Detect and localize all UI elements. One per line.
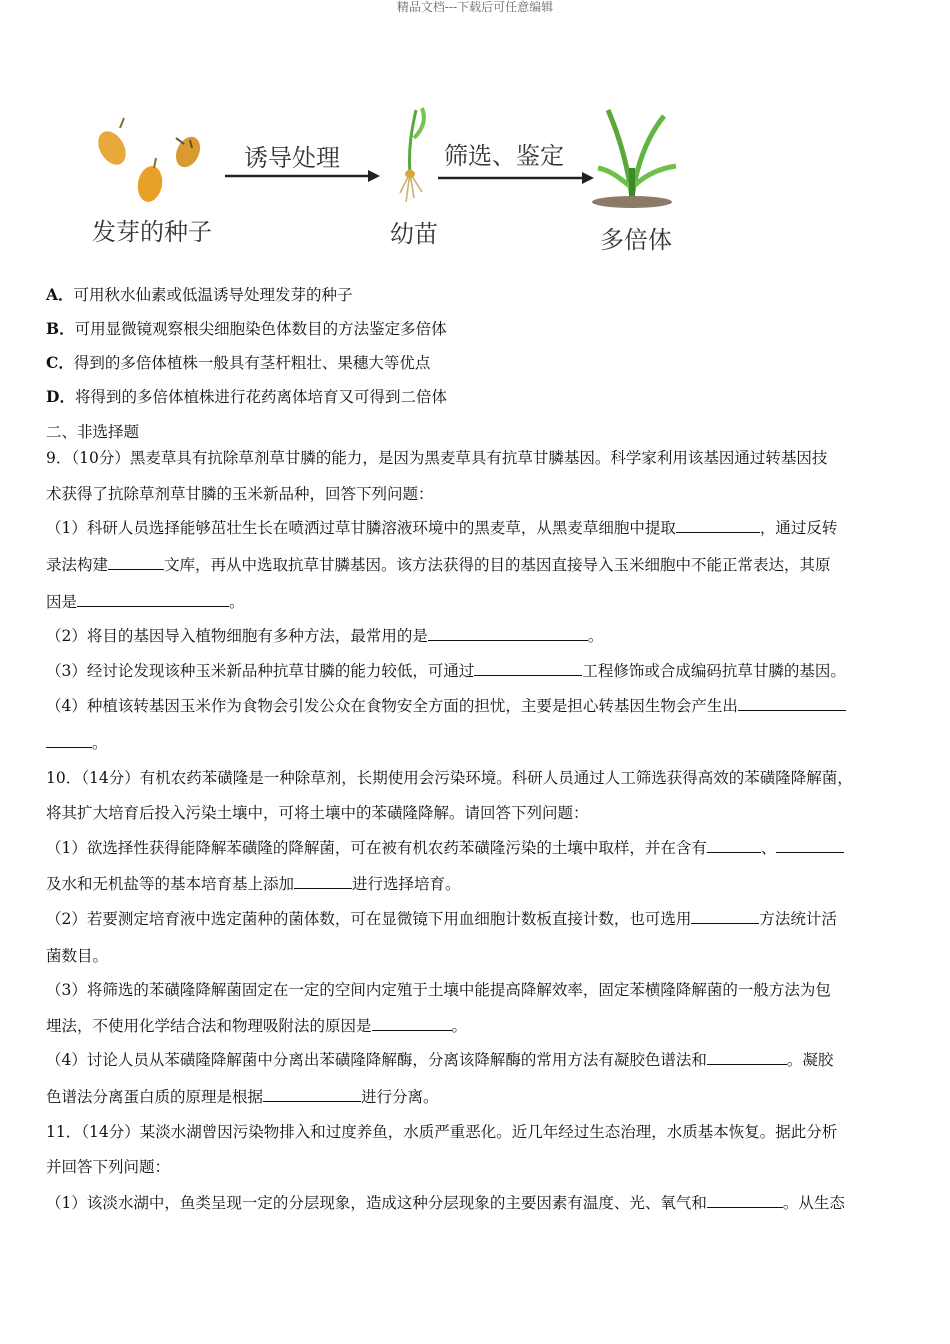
page-header: 精品文档---下载后可任意编辑 [396,0,554,14]
q10-part-2-end: 菌数目。 [46,947,109,965]
q10-p2-text: 方法统计活 [759,910,837,928]
answer-blank[interactable] [263,1087,361,1102]
option-text: 得到的多倍体植株一般具有茎杆粗壮、果穗大等优点 [73,354,431,372]
answer-blank[interactable] [707,1193,783,1208]
option-letter: B． [46,319,75,338]
q10-p4-text: 色谱法分离蛋白质的原理是根据 [46,1088,264,1106]
answer-blank[interactable] [676,518,760,533]
q9-p1-text: 因是 [46,593,78,611]
q10-p2-text: （2）若要测定培育液中选定菌种的菌体数，可在显微镜下用血细胞计数板直接计数，也可选用 [46,910,692,928]
q10-p1-text: 、 [760,839,777,857]
option-letter: C． [46,353,74,372]
q9-p1-text: 。 [229,593,245,611]
seedling-icon [400,108,424,202]
q9-stem-line-2: 术获得了抗除草剂草甘膦的玉米新品种，回答下列问题： [46,485,434,503]
option-letter: D． [46,387,75,406]
polyploid-breeding-diagram [80,98,700,258]
polyploid-plant-icon [592,110,676,208]
q9-p3-text: （3）经讨论发现该种玉米新品种抗草甘膦的能力较低，可通过 [46,662,475,680]
q11-stem-line-2: 并回答下列问题： [46,1158,171,1176]
option-text: 将得到的多倍体植株进行花药离体培育又可得到二倍体 [74,388,447,406]
q10-part-3-cont [46,1016,467,1036]
q10-p4-text: 。凝胶 [786,1051,834,1069]
answer-blank[interactable] [294,874,352,889]
q10-part-3: （3）将筛选的苯磺隆降解菌固定在一定的空间内定殖于土壤中能提高降解效率，固定苯横隆降解菌的一般方法为包 [46,981,831,999]
answer-blank[interactable] [46,733,92,748]
q9-p2-text: （2）将目的基因导入植物细胞有多种方法，最常用的是 [46,627,428,645]
q9-p1-text: ，通过反转 [759,519,838,537]
q10-part-4-cont [46,1087,439,1107]
q10-p4-text: （4）讨论人员从苯磺隆降解菌中分离出苯磺隆降解酶，分离该降解酶的常用方法有凝胶色谱法和 [46,1051,707,1069]
option-letter: A． [46,285,74,304]
q9-p4-text: 。 [92,734,108,752]
screening-label: 筛选、鉴定 [444,142,564,170]
q9-part-4-end [46,733,108,753]
q10-p3-text: 。 [451,1017,468,1035]
seeds-label: 发芽的种子 [92,218,212,246]
q10-stem-line-2: 将其扩大培育后投入污染土壤中，可将土壤中的苯磺隆降解。请回答下列问题： [46,804,589,822]
option-a [46,285,353,305]
q9-p2-text: 。 [587,627,604,645]
answer-blank[interactable] [77,592,229,607]
q10-stem-line-1: 10．（14分）有机农药苯磺隆是一种除草剂，长期使用会污染环境。科研人员通过人工筛选获得高效的苯磺隆降解菌， [46,769,853,787]
option-text: 可用显微镜观察根尖细胞染色体数目的方法鉴定多倍体 [74,320,447,338]
answer-blank[interactable] [474,661,582,676]
q10-p1-text: 及水和无机盐等的基本培育基上添加 [46,875,295,893]
arrow-2-icon [438,172,594,184]
answer-blank[interactable] [372,1016,452,1031]
q9-p4-text: （4）种植该转基因玉米作为食物会引发公众在食物安全方面的担忧，主要是担心转基因生物会产生出 [46,697,738,715]
q9-p1-text: （1）科研人员选择能够茁壮生长在喷洒过草甘膦溶液环境中的黑麦草，从黑麦草细胞中提取 [46,519,676,537]
q9-p3-text: 工程修饰或合成编码抗草甘膦的基因。 [582,662,846,680]
q9-part-1 [46,518,837,538]
q9-part-2 [46,626,603,646]
polyploid-label: 多倍体 [600,226,672,254]
q9-p1-text: 录法构建 [46,556,109,574]
q10-part-2 [46,909,837,929]
induction-label: 诱导处理 [244,144,340,172]
answer-blank[interactable] [108,555,164,570]
q9-part-1-cont [46,555,831,575]
answer-blank[interactable] [707,838,761,853]
q11-p1-text: （1）该淡水湖中，鱼类呈现一定的分层现象，造成这种分层现象的主要因素有温度、光、氧气和 [46,1194,707,1212]
answer-blank[interactable] [691,909,759,924]
answer-blank[interactable] [776,838,844,853]
q10-p1-text: （1）欲选择性获得能降解苯磺隆的降解菌，可在被有机农药苯磺隆污染的土壤中取样，并在含有 [46,839,707,857]
section-title: 二、非选择题 [46,423,140,441]
q11-stem-line-1: 11．（14分）某淡水湖曾因污染物排入和过度养鱼，水质严重恶化。近几年经过生态治理，水质基本恢复。据此分析 [46,1123,838,1141]
q11-part-1 [46,1193,845,1213]
answer-blank[interactable] [428,626,588,641]
q10-p3-text: 埋法，不使用化学结合法和物理吸附法的原因是 [46,1017,372,1035]
q10-p1-text: 进行选择培育。 [352,875,461,893]
answer-blank[interactable] [707,1050,787,1065]
q9-part-1-end [46,592,245,612]
option-d [46,387,447,407]
q10-part-1 [46,838,844,858]
option-c [46,353,430,373]
q10-p4-text: 进行分离。 [361,1088,439,1106]
q10-part-1-cont [46,874,461,894]
q9-part-3 [46,661,846,681]
option-b [46,319,447,339]
q11-p1-text: 。从生态 [782,1194,845,1212]
seedling-label: 幼苗 [390,220,438,248]
seeds-icon [93,118,205,204]
q9-p1-text: 文库，再从中选取抗草甘膦基因。该方法获得的目的基因直接导入玉米细胞中不能正常表达，其原 [164,556,831,574]
q10-part-4 [46,1050,833,1070]
q9-stem-line-1: 9．（10分）黑麦草具有抗除草剂草甘膦的能力，是因为黑麦草具有抗草甘膦基因。科学家利用该基因通过转基因技 [46,449,828,467]
option-text: 可用秋水仙素或低温诱导处理发芽的种子 [73,286,353,304]
q9-part-4 [46,696,846,716]
answer-blank[interactable] [738,696,846,711]
